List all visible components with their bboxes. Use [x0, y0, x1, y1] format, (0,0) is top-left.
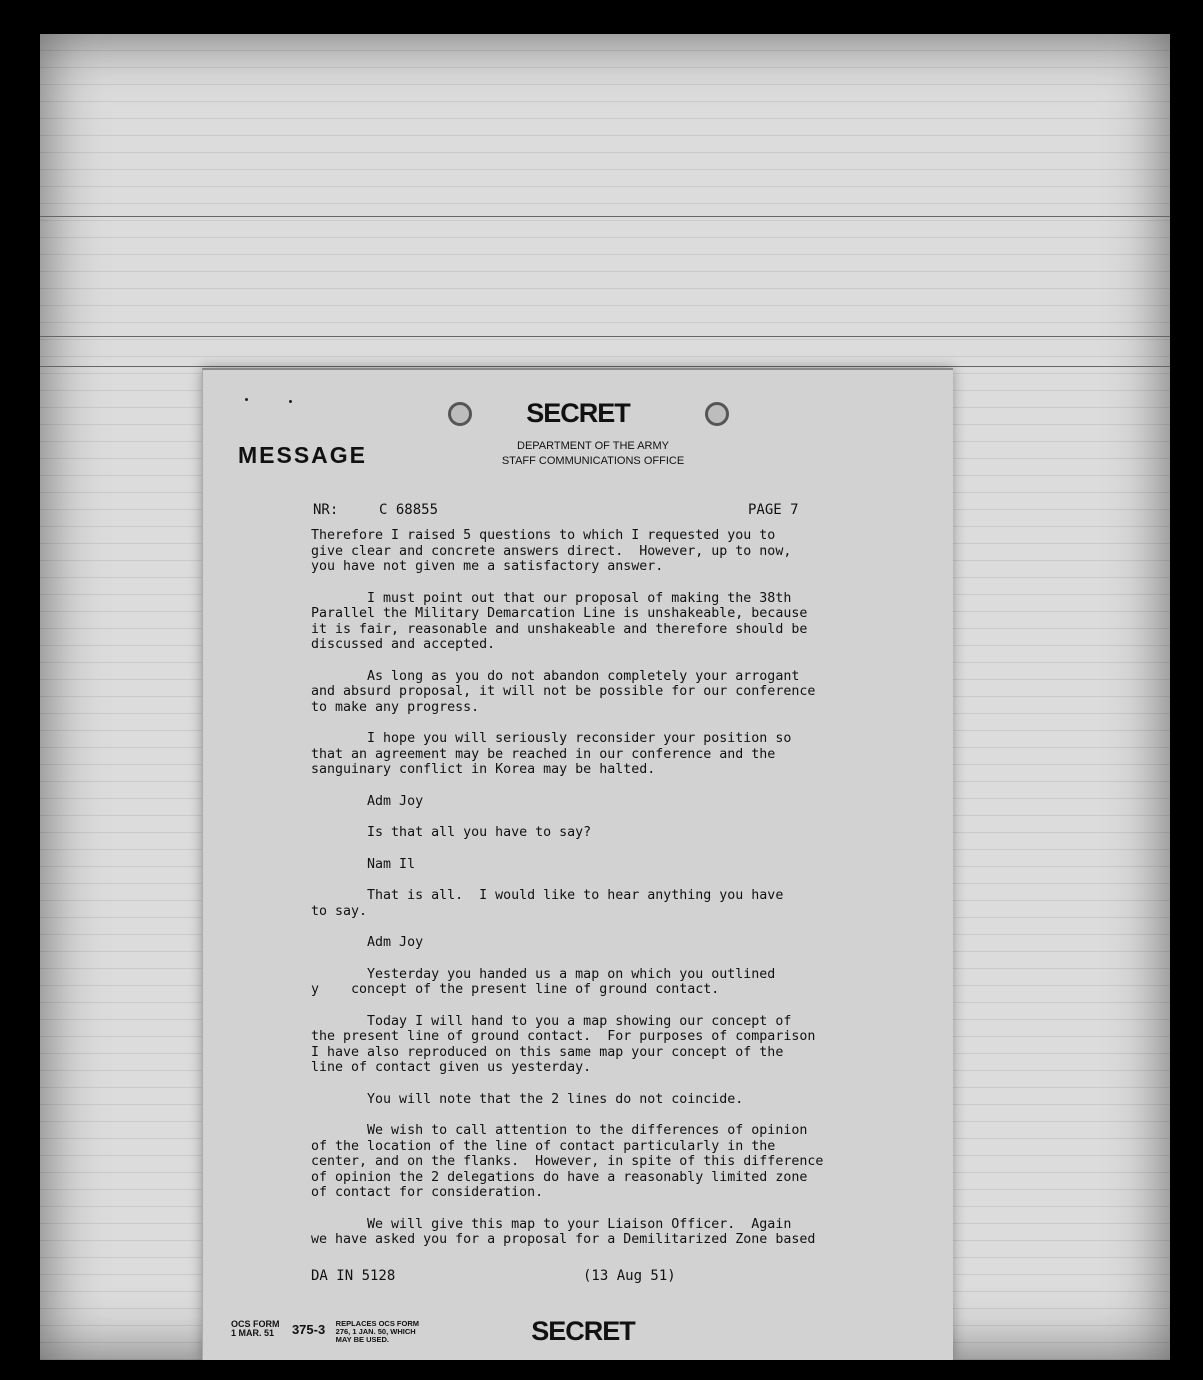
body-paragraph: Is that all you have to say? [311, 825, 592, 840]
speaker-label: Adm Joy [311, 793, 424, 809]
body-paragraph: Therefore I raised 5 questions to which I requested you to give clear and concrete answers direct. However, up to now, you have not given me a satisfactory answer. [311, 528, 792, 574]
classification-top: SECRET [526, 398, 630, 428]
form-number: 375-3 [291, 1322, 326, 1337]
message-body [311, 528, 911, 1264]
page-number: PAGE 7 [748, 502, 799, 518]
body-paragraph: Yesterday you handed us a map on which you outlined y concept of the present line of ground contact. [311, 966, 776, 997]
nr-label: NR: [313, 502, 339, 518]
body-paragraph: Today I will hand to you a map showing our concept of the present line of ground contact. For purposes of comparison I have also reproduced on this same map your concept of the line of contact given us yesterday. [311, 1013, 816, 1075]
nr-value: C 68855 [379, 502, 439, 518]
body-paragraph: As long as you do not abandon completely your arrogant and absurd proposal, it will not be possible for our conference to make any progress. [311, 668, 816, 715]
speaker-label: Nam Il [311, 856, 416, 872]
department-block [473, 439, 713, 469]
form-label: OCS FORM [231, 1319, 280, 1329]
scan-artifact-line [40, 336, 1170, 337]
message-title: MESSAGE [238, 442, 368, 468]
scan-artifact-line [40, 366, 1170, 367]
message-date: (13 Aug 51) [583, 1268, 676, 1284]
form-note: REPLACES OCS FORM 276, 1 JAN. 50, WHICH MAY BE USED. [335, 1319, 419, 1344]
classification-bottom: SECRET [531, 1316, 635, 1346]
da-in-reference: DA IN 5128 [311, 1268, 396, 1284]
body-paragraph: I hope you will seriously reconsider your position so that an agreement may be reached in our conference and the sanguinary conflict in Korea may be halted. [311, 731, 792, 777]
speaker-label: Adm Joy [311, 935, 424, 950]
body-paragraph: We wish to call attention to the differences of opinion of the location of the line of contact particularly in the center, and on the flanks. However, in spite of this difference of opinion the 2 delegations do have a reasonably limited zone of contact for consideration. [311, 1123, 824, 1200]
form-date: 1 MAR. 51 [231, 1328, 275, 1338]
department-line: DEPARTMENT OF THE ARMY [517, 440, 669, 452]
body-paragraph: That is all. I would like to hear anything you have to say. [311, 888, 784, 919]
scan-artifact-line [40, 216, 1170, 217]
office-line: STAFF COMMUNICATIONS OFFICE [501, 455, 685, 467]
message-sheet [202, 368, 953, 1360]
body-paragraph: I must point out that our proposal of making the 38th Parallel the Military Demarcation Line is unshakeable, because it is fair, reasonable and unshakeable and therefore should be discussed and accepted. [311, 590, 808, 652]
body-paragraph: We will give this map to your Liaison Officer. Again we have asked you for a proposal for a Demilitarized Zone based [311, 1216, 816, 1247]
body-paragraph: You will note that the 2 lines do not coincide. [311, 1091, 744, 1107]
